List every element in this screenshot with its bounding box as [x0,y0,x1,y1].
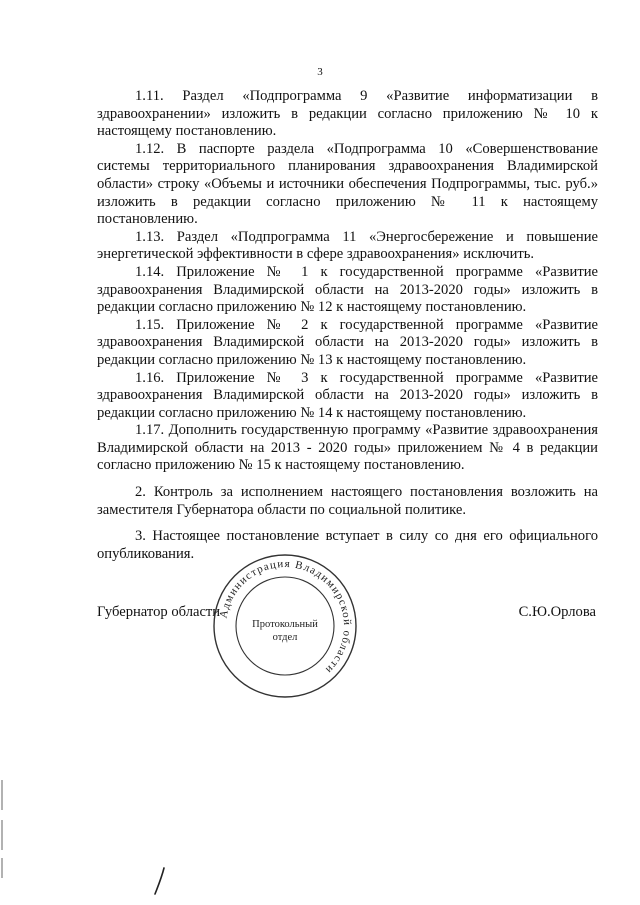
paragraph-1-15: 1.15. Приложение № 2 к государственной программе «Развитие здравоохранения Владимирской области на 2013-2020 годы» изложить в редакции согласно приложению № 13 к настоящему постановлению. [97,316,598,368]
paragraph-3: 3. Настоящее постановление вступает в силу со дня его официального опубликования. [97,528,598,562]
paragraph-1-17: 1.17. Дополнить государственную программу «Развитие здравоохранения Владимирской области на 2013 - 2020 годы» приложением № 4 в редакции согласно приложению № 15 к настоящему постановлению. [97,422,598,474]
paragraph-2: 2. Контроль за исполнением настоящего постановления возложить на заместителя Губернатора области по социальной политике. [97,484,598,518]
page-number: 3 [317,66,323,78]
document-body [97,88,598,563]
margin-scan-marks [0,780,6,880]
pen-stroke-mark [152,866,170,896]
stamp-center-line2: отдел [272,632,298,643]
official-stamp [212,553,358,699]
paragraph-1-16: 1.16. Приложение № 3 к государственной программе «Развитие здравоохранения Владимирской области на 2013-2020 годы» изложить в редакции согласно приложению № 14 к настоящему постановлению. [97,369,598,421]
signatory-title: Губернатор области [97,604,221,620]
paragraph-1-11: 1.11. Раздел «Подпрограмма 9 «Развитие информатизации в здравоохранении» изложить в редакции согласно приложению № 10 к настоящему постановлению. [97,88,598,140]
stamp-center-line1: Протокольный [252,619,318,630]
stamp-ring-text: Администрация Владимирской области [217,557,354,677]
paragraph-1-14: 1.14. Приложение № 1 к государственной программе «Развитие здравоохранения Владимирской области на 2013-2020 годы» изложить в редакции согласно приложению № 12 к настоящему постановлению. [97,263,598,316]
signatory-name: С.Ю.Орлова [518,604,596,620]
paragraph-1-12: 1.12. В паспорте раздела «Подпрограмма 10 «Совершенствование системы территориального планирования здравоохранения Владимирской области» строку «Объемы и источники обеспечения Подпрограммы, тыс. руб.» изложить в редакции согласно приложению № 11 к настоящему постановлению. [97,140,598,228]
paragraph-1-13: 1.13. Раздел «Подпрограмма 11 «Энергосбережение и повышение энергетической эффективности в сфере здравоохранения» исключить. [97,228,598,263]
